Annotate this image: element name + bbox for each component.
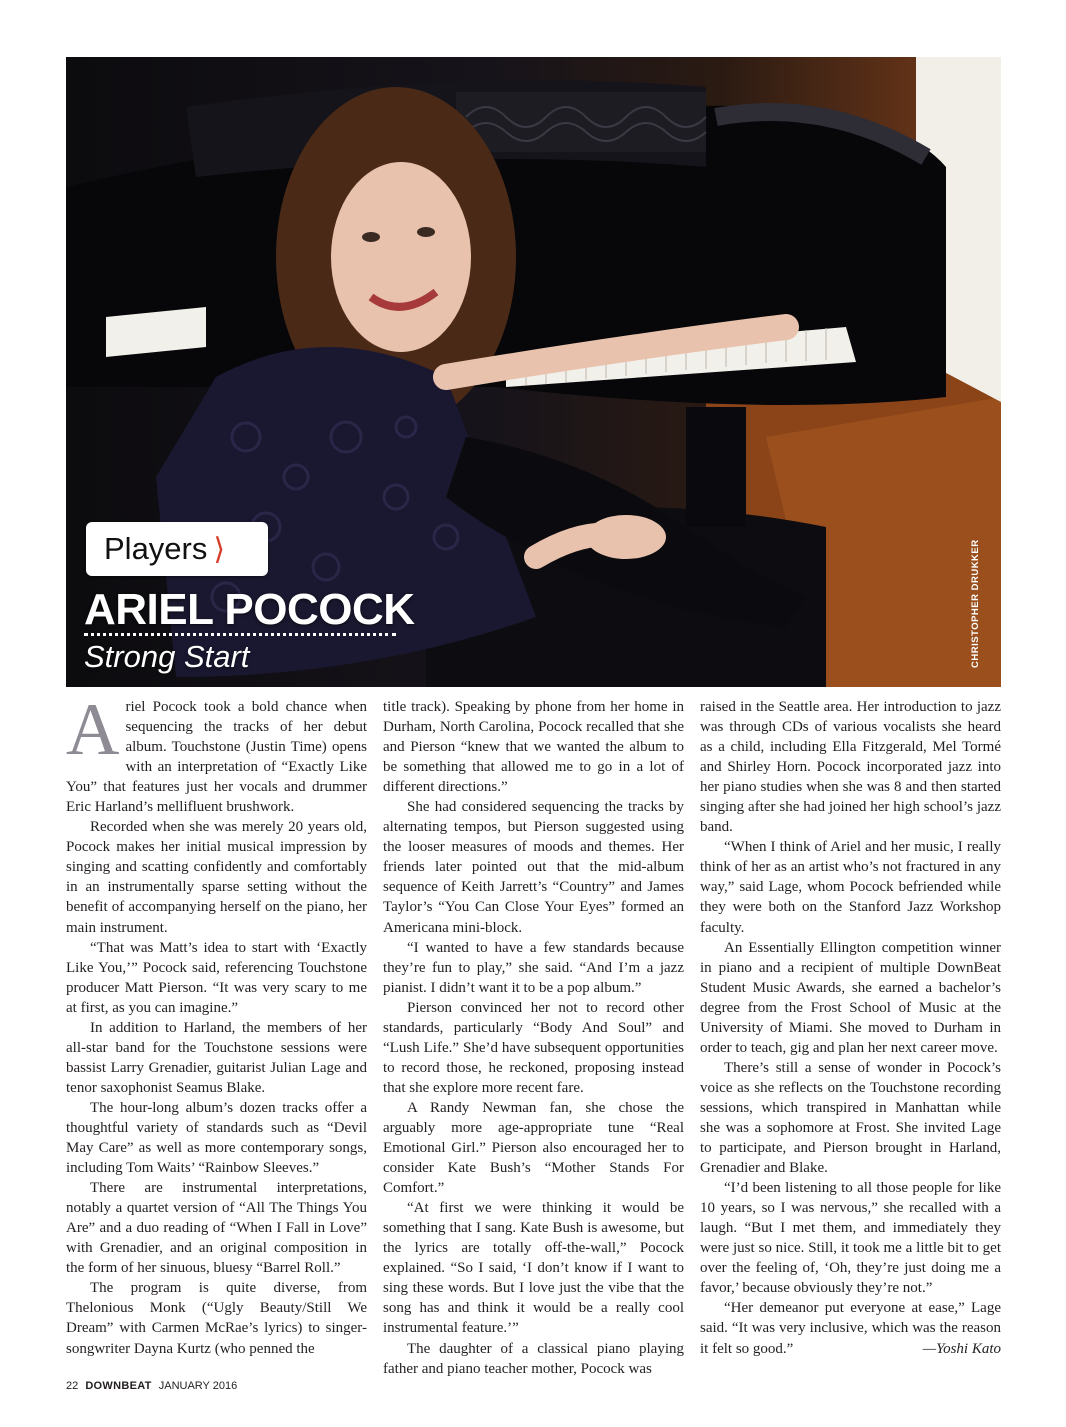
subhead: Strong Start (84, 639, 250, 674)
paragraph: The hour-long album’s dozen tracks offer a thoughtful variety of standards such as “Devil May Care” as well as more contemporary songs, including Tom Waits’ “Rainbow Sleeves.” (66, 1099, 367, 1177)
headline-rule (84, 633, 396, 636)
photo-credit: CHRISTOPHER DRUKKER (970, 539, 981, 668)
paragraph: “That was Matt’s idea to start with ‘Exactly Like You,’” Pocock said, referencing Touchstone producer Matt Pierson. “It was very scary to me at first, as you can imagine.” (66, 939, 367, 1016)
paragraph: raised in the Seattle area. Her introduction to jazz was through CDs of various vocalists she heard as a child, including Ella Fitzgerald, Mel Tormé and Shirley Horn. Pocock incorporated jazz into her piano studies when she was 8 and then started singing after she had joined her high school’s jazz band. (700, 699, 1001, 836)
paragraph: There’s still a sense of wonder in Pocock’s voice as she reflects on the Touchstone recording sessions, which transpired in Manhattan while she was a sophomore at Frost. She invited Lage to participate, and Pierson brought in Harland, Grenadier and Blake. (700, 1059, 1001, 1177)
paragraph: Recorded when she was merely 20 years old, Pocock makes her initial musical impression by singing and scatting confidently and comfortably in an instrumentally sparse setting without the benefit of accompanying herself on the piano, her main instrument. (66, 819, 367, 936)
paragraph: “When I think of Ariel and her music, I really think of her as an artist who’s not fractured in any way,” said Lage, whom Pocock befriended while they were both on the Stanford Jazz Workshop faculty. (700, 839, 1001, 936)
section-tab (86, 522, 268, 576)
paragraph: She had considered sequencing the tracks by alternating tempos, but Pierson suggested using the looser measures of moods and themes. Her friends later pointed out that the mid-album sequence of Keith Jarrett’s “Country” and James Taylor’s “You Can Close Your Eyes” formed an Americana mini-block. (383, 799, 684, 936)
issue-date: JANUARY 2016 (158, 1380, 238, 1392)
paragraph: A Randy Newman fan, she chose the arguably more age-appropriate tune “Real Emotional Girl.” Pierson also encouraged her to consider Kate Bush’s “Mother Stands For Comfort.” (383, 1099, 684, 1197)
paragraph: Ariel Pocock took a bold chance when sequencing the tracks of her debut album. Touchstone (Justin Time) opens with an interpretation of “Exactly Like You” that features just her vocals and drummer Eric Harland’s mellifluent brushwork. (66, 689, 367, 816)
paragraph: The daughter of a classical piano playing father and piano teacher mother, Pocock was (383, 1340, 684, 1377)
paragraph: In addition to Harland, the members of her all-star band for the Touchstone sessions were bassist Larry Grenadier, guitarist Julian Lage and tenor saxophonist Seamus Blake. (66, 1019, 367, 1096)
paragraph: Pierson convinced her not to record other standards, particularly “Body And Soul” and “Lush Life.” She’d have subsequent opportunities to record those, he reckoned, proposing instead that she explore more recent fare. (383, 999, 684, 1096)
paragraph: “I wanted to have a few standards because they’re fun to play,” she said. “And I’m a jazz pianist. I didn’t want it to be a pop album.” (383, 939, 684, 996)
byline: —Yoshi Kato (922, 1340, 1001, 1357)
column-3 (700, 697, 1001, 1359)
paragraph: “Her demeanor put everyone at ease,” Lage said. “It was very inclusive, which was the reason it felt so good.” —Yoshi Kato (700, 1298, 1001, 1358)
paragraph: The program is quite diverse, from Thelonious Monk (“Ugly Beauty/Still We Dream” with Carmen McRae’s lyrics) to singer-songwriter Dayna Kurtz (who penned the (66, 1280, 367, 1357)
section-label: Players (104, 531, 208, 566)
paragraph: title track). Speaking by phone from her home in Durham, North Carolina, Pocock recalled that she and Pierson “knew that we wanted the album to be something that allowed me to go in a lot of different directions.” (383, 699, 684, 796)
magazine-name: DOWNBEAT (85, 1380, 152, 1392)
drop-cap: A (66, 689, 120, 771)
column-2 (383, 697, 684, 1379)
headline: ARIEL POCOCK (84, 585, 415, 634)
paragraph: There are instrumental interpretations, notably a quartet version of “All The Things You Are” and a duo reading of “When I Fall in Love” with Grenadier, and an original composition in the form of her sinuous, bluesy “Barrel Roll.” (66, 1180, 367, 1277)
paragraph: “I’d been listening to all those people for like 10 years, so I was nervous,” she recalled with a laugh. “But I met them, and immediately they were just so nice. Still, it took me a little bit to get over the feeling of, ‘Oh, they’re just doing me a favor,’ because obviously they’re not.” (700, 1180, 1001, 1297)
paragraph: “At first we were thinking it would be something that I sang. Kate Bush is awesome, but the lyrics are totally off-the-wall,” Pocock explained. “So I said, ‘I don’t know if I want to sing these words. But I love just the vibe that the song has and think it would be a really cool instrumental feature.’” (383, 1200, 684, 1337)
page-footer (66, 1380, 237, 1392)
chevron-right-icon: ⟩ (213, 532, 226, 566)
paragraph: An Essentially Ellington competition winner in piano and a recipient of multiple DownBeat Student Music Awards, she earned a bachelor’s degree from the Frost School of Music at the University of Miami. She moved to Durham in order to teach, gig and plan her next career move. (700, 939, 1001, 1056)
column-1 (66, 689, 367, 1359)
page-number: 22 (66, 1380, 79, 1392)
